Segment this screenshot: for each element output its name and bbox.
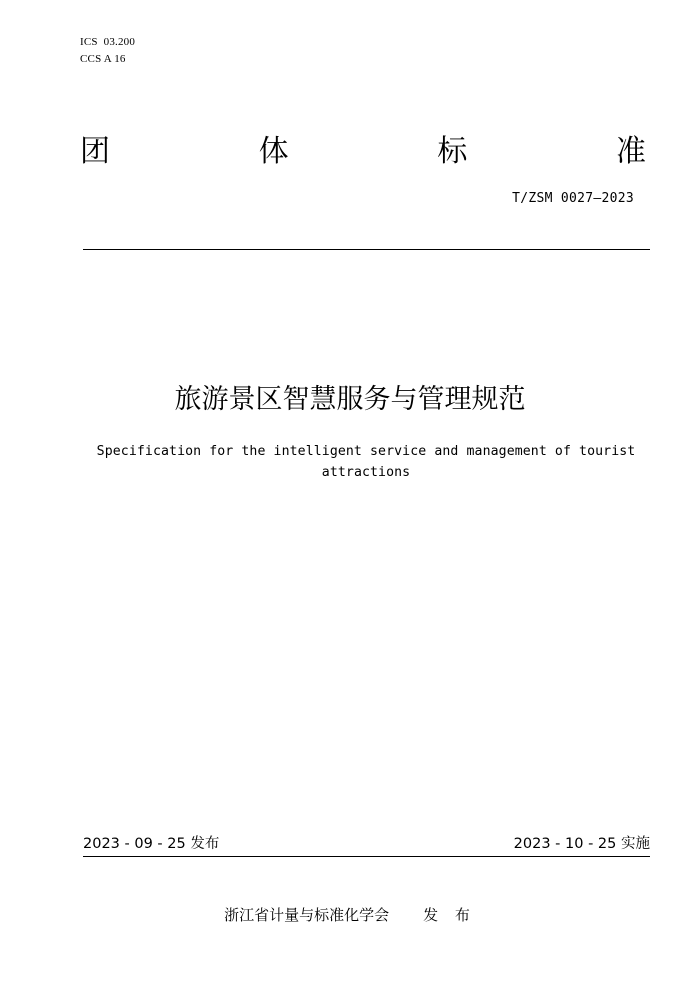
publisher-action: 发 布 — [423, 906, 476, 924]
publisher-organization: 浙江省计量与标准化学会 — [224, 906, 390, 924]
standard-type-char-2: 体 — [258, 134, 289, 169]
ics-code: ICS 03.200 — [80, 36, 136, 48]
top-divider — [83, 249, 650, 250]
standard-number: T/ZSM 0027—2023 — [512, 191, 634, 206]
standard-type-char-3: 标 — [437, 134, 468, 169]
ccs-code: CCS A 16 — [80, 53, 126, 65]
title-english — [86, 441, 646, 483]
publisher-line — [0, 905, 700, 925]
implementation-date: 2023 - 10 - 25 实施 — [513, 836, 650, 852]
standard-type-char-1: 团 — [80, 134, 110, 169]
standard-type-char-4: 准 — [615, 134, 646, 169]
classification-codes — [80, 34, 135, 68]
publish-date: 2023 - 09 - 25 发布 — [83, 836, 220, 852]
title-english-line-1: Specification for the intelligent service and management of tourist — [96, 444, 636, 459]
bottom-divider — [83, 856, 650, 857]
standard-type-heading — [80, 132, 646, 172]
title-english-line-2: attractions — [321, 465, 411, 480]
title-chinese: 旅游景区智慧服务与管理规范 — [174, 384, 526, 415]
